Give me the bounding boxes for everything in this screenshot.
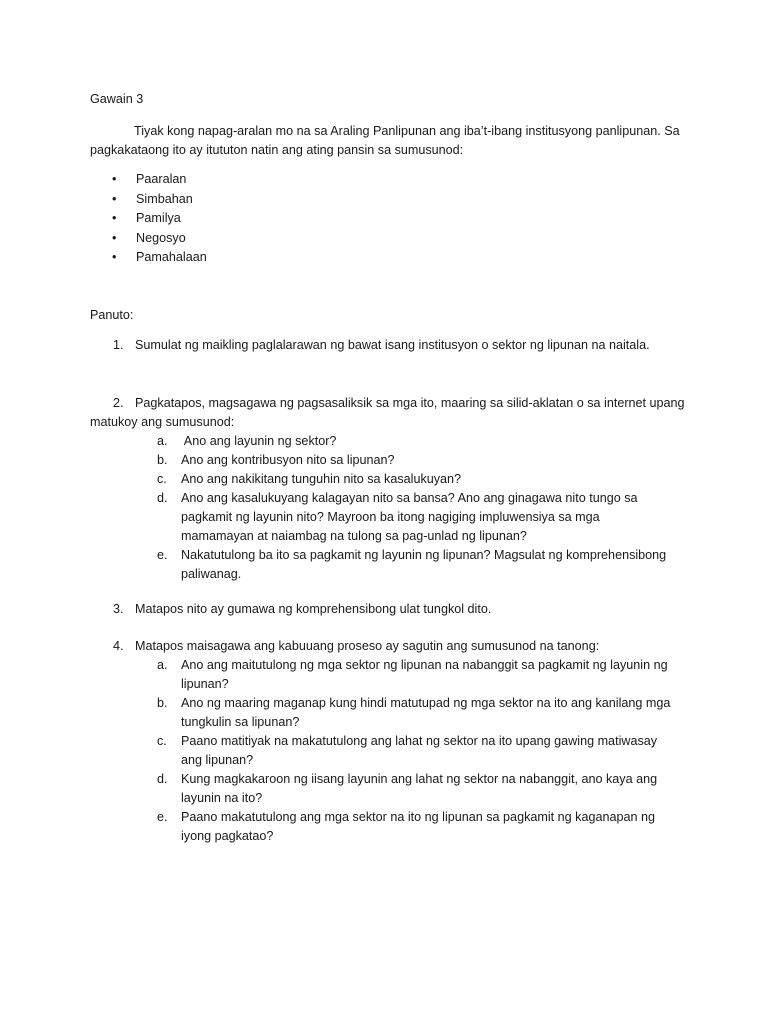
sub-text: layunin na ito?: [181, 791, 263, 805]
sub-text: Ano ng maaring maganap kung hindi matutupad ng mga sektor na ito ang kanilang mga: [181, 696, 671, 710]
sub-question: [157, 808, 677, 846]
sub-text: Nakatutulong ba ito sa pagkamit ng layunin ng lipunan? Magsulat ng komprehensibong: [181, 548, 667, 562]
sub-letter: d.: [157, 491, 168, 505]
sub-letter: e.: [157, 548, 168, 562]
sub-question-list: [157, 432, 677, 584]
institution-label: Paaralan: [136, 172, 187, 186]
sub-letter: c.: [157, 734, 167, 748]
institution-item: [112, 248, 207, 268]
intro-line: Tiyak kong napag-aralan mo na sa Araling Panlipunan ang iba’t-ibang institusyong panlipunan. Sa: [134, 124, 680, 138]
sub-text: Ano ang kontribusyon nito sa lipunan?: [181, 453, 395, 467]
sub-text: lipunan?: [181, 677, 229, 691]
sub-question: [157, 546, 677, 584]
sub-letter: c.: [157, 472, 167, 486]
sub-question: [157, 770, 677, 808]
bullet-icon: •: [112, 230, 117, 245]
sub-question: [157, 732, 677, 770]
institution-item: [112, 209, 207, 229]
institution-item: [112, 170, 207, 190]
sub-text: Paano matitiyak na makatutulong ang lahat ng sektor na ito upang gawing matiwasay: [181, 734, 658, 748]
sub-text: Ano ang layunin ng sektor?: [181, 434, 337, 448]
instruction-step: [90, 637, 690, 656]
sub-text: ang lipunan?: [181, 753, 254, 767]
institution-list: [112, 170, 207, 268]
sub-letter: b.: [157, 453, 168, 467]
bullet-icon: •: [112, 172, 117, 186]
sub-question: [157, 432, 677, 451]
institution-label: Pamahalaan: [136, 250, 207, 264]
sub-text: Paano makatutulong ang mga sektor na ito ng lipunan sa pagkamit ng kaganapan ng: [181, 810, 655, 824]
sub-text: paliwanag.: [181, 567, 242, 581]
sub-letter: d.: [157, 772, 168, 786]
sub-text: tungkulin sa lipunan?: [181, 715, 300, 729]
sub-question: [157, 694, 677, 732]
sub-letter: a.: [157, 434, 168, 448]
bullet-icon: •: [112, 250, 117, 264]
sub-question: [157, 656, 677, 694]
sub-question-list: [157, 656, 677, 846]
sub-letter: e.: [157, 810, 168, 824]
document-title: Gawain 3: [90, 92, 144, 106]
step-text: Sumulat ng maikling paglalarawan ng bawat isang institusyon o sektor ng lipunan na naitala.: [135, 338, 650, 352]
sub-text: Ano ang nakikitang tunguhin nito sa kasalukuyan?: [181, 472, 462, 486]
sub-text: Ano ang kasalukuyang kalagayan nito sa bansa? Ano ang ginagawa nito tungo sa: [181, 491, 638, 505]
sub-text: Ano ang maitutulong ng mga sektor ng lipunan na nabanggit sa pagkamit ng layunin ng: [181, 658, 668, 672]
step-number: 2.: [113, 396, 124, 410]
step-text: Pagkatapos, magsagawa ng pagsasaliksik sa mga ito, maaring sa silid-aklatan o sa internet upang: [135, 396, 685, 410]
step-number: 3.: [113, 602, 124, 616]
sub-text: Kung magkakaroon ng iisang layunin ang lahat ng sektor na nabanggit, ano kaya ang: [181, 772, 658, 786]
institution-label: Pamilya: [136, 211, 181, 225]
instruction-step: [90, 336, 690, 355]
sub-letter: a.: [157, 658, 168, 672]
instruction-step: [90, 394, 690, 432]
sub-text: iyong pagkatao?: [181, 829, 274, 843]
sub-text: pagkamit ng layunin nito? Mayroon ba itong nagiging impluwensiya sa mga: [181, 510, 600, 524]
bullet-icon: •: [112, 191, 117, 206]
step-text: matukoy ang sumusunod:: [90, 415, 235, 429]
intro-line: pagkakataong ito ay itututon natin ang ating pansin sa sumusunod:: [90, 143, 464, 157]
step-number: 4.: [113, 639, 124, 653]
sub-question: [157, 489, 677, 546]
sub-text: mamamayan at naiambag na tulong sa pag-unlad ng lipunan?: [181, 529, 527, 543]
institution-label: Negosyo: [136, 230, 186, 245]
step-text: Matapos maisagawa ang kabuuang proseso ay sagutin ang sumusunod na tanong:: [135, 639, 600, 653]
step-text: Matapos nito ay gumawa ng komprehensibong ulat tungkol dito.: [135, 602, 492, 616]
institution-item: [112, 190, 207, 210]
intro-paragraph: [90, 122, 680, 160]
step-number: 1.: [113, 338, 124, 352]
sub-question: [157, 470, 677, 489]
bullet-icon: •: [112, 211, 117, 225]
sub-question: [157, 451, 677, 470]
institution-label: Simbahan: [136, 191, 193, 206]
institution-item: [112, 229, 207, 249]
instructions-heading: Panuto:: [90, 308, 134, 322]
instruction-step: [90, 600, 690, 619]
sub-letter: b.: [157, 696, 168, 710]
